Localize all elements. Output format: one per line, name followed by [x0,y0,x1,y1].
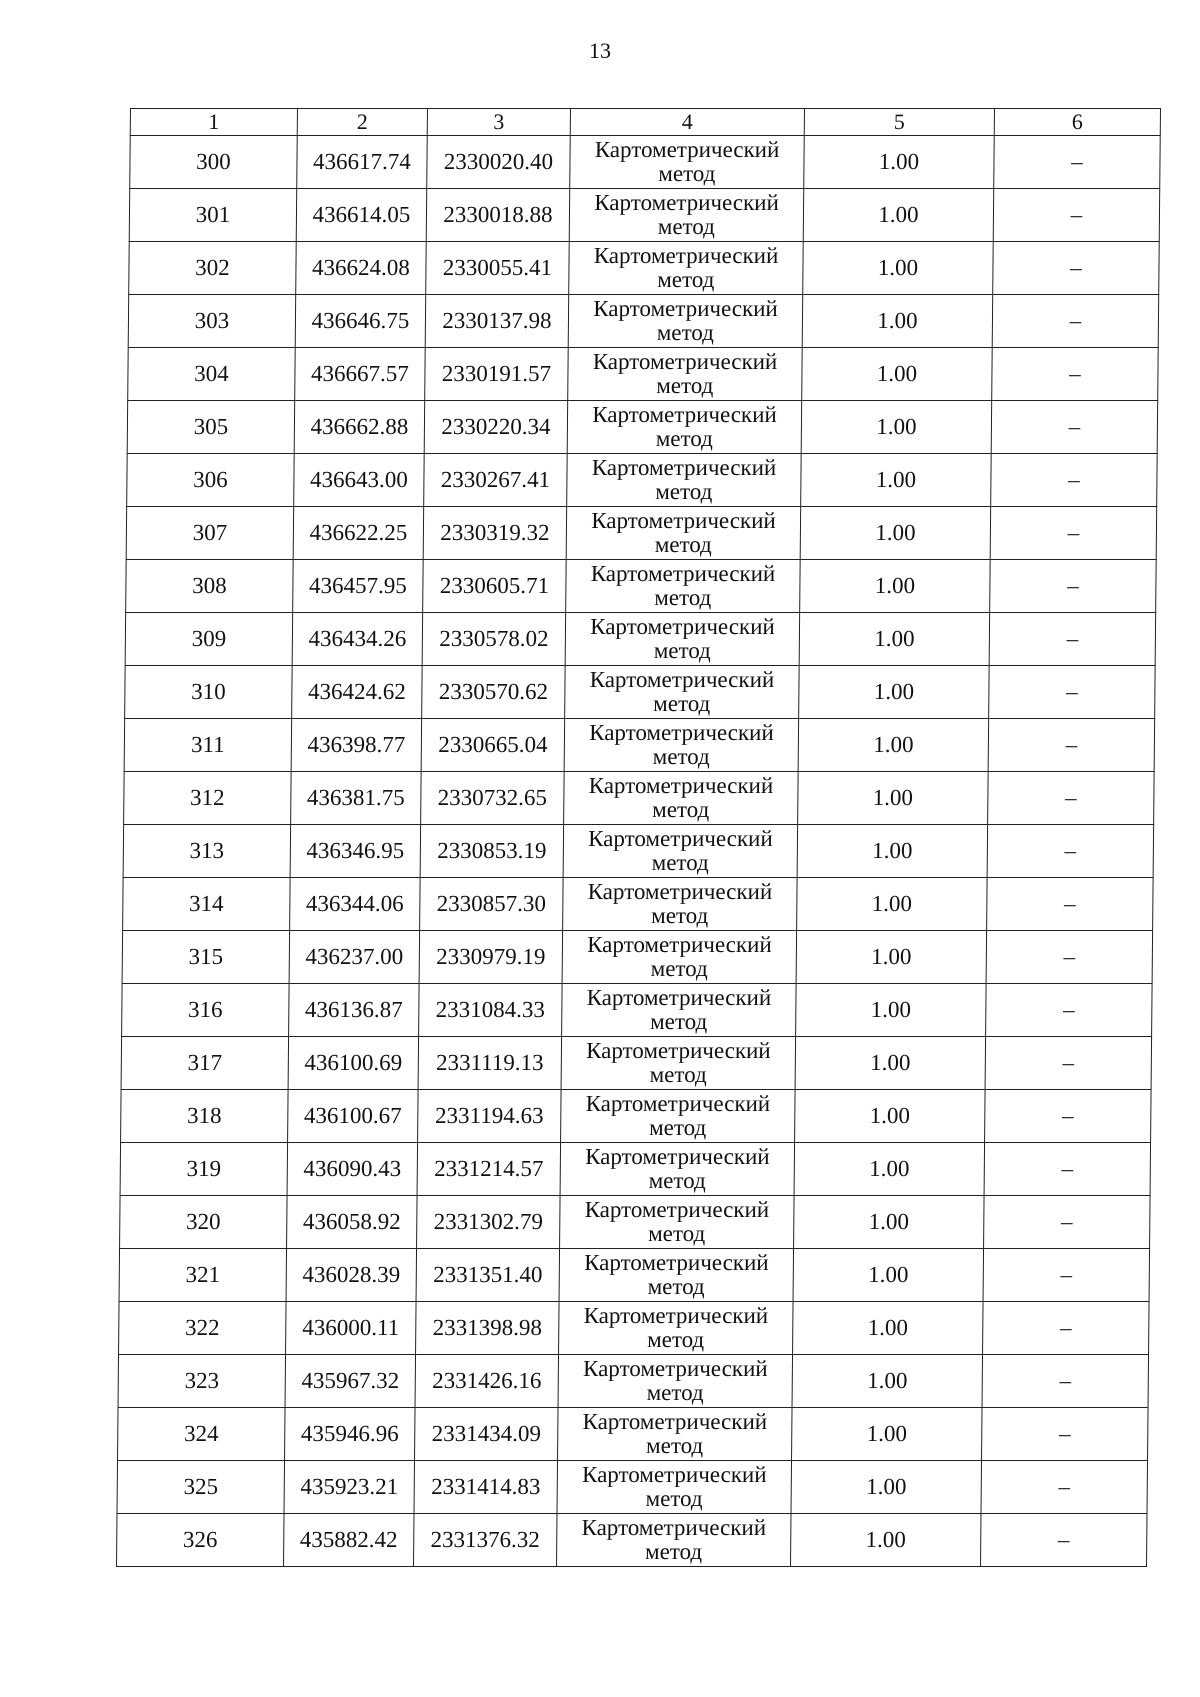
note-cell: – [985,1090,1152,1143]
table-row [120,1143,1151,1196]
table-row [116,1514,1147,1567]
table-row [127,454,1158,507]
method-cell: Картометрический метод [566,560,801,613]
table-row [123,878,1154,931]
note-cell: – [987,878,1154,931]
column-header: 6 [994,109,1160,136]
table-header-row [130,109,1160,136]
note-cell: – [990,560,1157,613]
y-coordinate-cell: 2331194.63 [418,1090,562,1143]
point-number-cell: 316 [122,984,290,1037]
note-cell: – [991,454,1158,507]
x-coordinate-cell: 435967.32 [285,1355,416,1408]
accuracy-cell: 1.00 [804,136,995,189]
note-cell: – [988,772,1155,825]
method-cell: Картометрический метод [570,136,805,189]
column-header: 2 [297,109,427,136]
table-row [123,825,1154,878]
accuracy-cell: 1.00 [803,242,994,295]
point-number-cell: 326 [116,1514,284,1567]
accuracy-cell: 1.00 [797,878,988,931]
x-coordinate-cell: 436617.74 [297,136,428,189]
point-number-cell: 324 [118,1408,286,1461]
point-number-cell: 300 [130,136,298,189]
table-row [126,560,1157,613]
method-cell: Картометрический метод [556,1514,791,1567]
table-row [119,1249,1150,1302]
x-coordinate-cell: 436000.11 [286,1302,417,1355]
point-number-cell: 321 [119,1249,287,1302]
method-cell: Картометрический метод [559,1249,794,1302]
note-cell: – [982,1355,1149,1408]
method-cell: Картометрический метод [564,719,799,772]
x-coordinate-cell: 436622.25 [293,507,424,560]
method-cell: Картометрический метод [565,613,800,666]
accuracy-cell: 1.00 [801,454,992,507]
accuracy-cell: 1.00 [801,401,992,454]
table-row [117,1461,1148,1514]
x-coordinate-cell: 436136.87 [289,984,420,1037]
y-coordinate-cell: 2331434.09 [415,1408,559,1461]
table-row [129,189,1160,242]
note-cell: – [993,242,1160,295]
table-row [130,136,1161,189]
method-cell: Картометрический метод [559,1302,794,1355]
y-coordinate-cell: 2331302.79 [417,1196,561,1249]
note-cell: – [981,1461,1148,1514]
x-coordinate-cell: 436662.88 [294,401,425,454]
y-coordinate-cell: 2331119.13 [418,1037,562,1090]
method-cell: Картометрический метод [560,1196,795,1249]
point-number-cell: 304 [128,348,296,401]
x-coordinate-cell: 436646.75 [295,295,426,348]
x-coordinate-cell: 436100.67 [288,1090,419,1143]
point-number-cell: 318 [121,1090,289,1143]
table-row [127,401,1158,454]
point-number-cell: 319 [120,1143,288,1196]
point-number-cell: 312 [124,772,292,825]
accuracy-cell: 1.00 [793,1249,984,1302]
method-cell: Картометрический метод [567,401,802,454]
accuracy-cell: 1.00 [795,1090,986,1143]
method-cell: Картометрический метод [561,1090,796,1143]
method-cell: Картометрический метод [569,189,804,242]
point-number-cell: 307 [126,507,294,560]
accuracy-cell: 1.00 [793,1302,984,1355]
x-coordinate-cell: 436398.77 [291,719,422,772]
table-row [125,666,1156,719]
point-number-cell: 306 [127,454,295,507]
table-row [126,507,1157,560]
method-cell: Картометрический метод [557,1461,792,1514]
table-row [124,719,1155,772]
point-number-cell: 302 [129,242,297,295]
method-cell: Картометрический метод [558,1355,793,1408]
y-coordinate-cell: 2330665.04 [421,719,565,772]
accuracy-cell: 1.00 [802,295,993,348]
method-cell: Картометрический метод [569,242,804,295]
y-coordinate-cell: 2331351.40 [416,1249,560,1302]
y-coordinate-cell: 2330191.57 [425,348,569,401]
y-coordinate-cell: 2331426.16 [415,1355,559,1408]
column-header: 3 [427,109,570,136]
method-cell: Картометрический метод [564,772,799,825]
table-row [129,242,1160,295]
note-cell: – [983,1249,1150,1302]
note-cell: – [983,1302,1150,1355]
column-header: 5 [804,109,994,136]
page-number: 13 [589,38,611,63]
y-coordinate-cell: 2331084.33 [419,984,563,1037]
accuracy-cell: 1.00 [791,1461,982,1514]
column-header: 1 [130,109,297,136]
accuracy-cell: 1.00 [796,931,987,984]
x-coordinate-cell: 436434.26 [292,613,423,666]
note-cell: – [994,136,1161,189]
x-coordinate-cell: 436344.06 [290,878,421,931]
x-coordinate-cell: 436643.00 [294,454,425,507]
x-coordinate-cell: 435882.42 [283,1514,414,1567]
point-number-cell: 315 [122,931,290,984]
method-cell: Картометрический метод [562,984,797,1037]
table-row [125,613,1156,666]
method-cell: Картометрический метод [563,825,798,878]
accuracy-cell: 1.00 [792,1408,983,1461]
table-row [128,348,1159,401]
accuracy-cell: 1.00 [792,1355,983,1408]
x-coordinate-cell: 436424.62 [292,666,423,719]
x-coordinate-cell: 436614.05 [296,189,427,242]
y-coordinate-cell: 2330267.41 [424,454,568,507]
note-cell: – [993,189,1160,242]
x-coordinate-cell: 436058.92 [287,1196,418,1249]
x-coordinate-cell: 436624.08 [296,242,427,295]
method-cell: Картометрический метод [568,348,803,401]
note-cell: – [992,348,1159,401]
x-coordinate-cell: 435923.21 [284,1461,415,1514]
accuracy-cell: 1.00 [795,1037,986,1090]
y-coordinate-cell: 2330979.19 [419,931,563,984]
method-cell: Картометрический метод [563,878,798,931]
note-cell: – [984,1143,1151,1196]
table-row [118,1408,1149,1461]
method-cell: Картометрический метод [561,1037,796,1090]
point-number-cell: 311 [124,719,292,772]
point-number-cell: 303 [128,295,296,348]
table-body [116,136,1160,1567]
x-coordinate-cell: 436237.00 [289,931,420,984]
y-coordinate-cell: 2331214.57 [417,1143,561,1196]
x-coordinate-cell: 436028.39 [286,1249,417,1302]
accuracy-cell: 1.00 [798,772,989,825]
method-cell: Картометрический метод [566,507,801,560]
method-cell: Картометрический метод [558,1408,793,1461]
point-number-cell: 322 [119,1302,287,1355]
accuracy-cell: 1.00 [802,348,993,401]
coordinates-table [116,108,1161,1567]
table-row [121,1090,1152,1143]
y-coordinate-cell: 2331414.83 [414,1461,558,1514]
accuracy-cell: 1.00 [794,1196,985,1249]
accuracy-cell: 1.00 [803,189,994,242]
point-number-cell: 313 [123,825,291,878]
accuracy-cell: 1.00 [797,825,988,878]
accuracy-cell: 1.00 [799,613,990,666]
y-coordinate-cell: 2331398.98 [416,1302,560,1355]
note-cell: – [988,719,1155,772]
method-cell: Картометрический метод [562,931,797,984]
x-coordinate-cell: 436100.69 [288,1037,419,1090]
table-row [128,295,1159,348]
x-coordinate-cell: 436090.43 [287,1143,418,1196]
y-coordinate-cell: 2330137.98 [425,295,569,348]
method-cell: Картометрический метод [567,454,802,507]
y-coordinate-cell: 2330853.19 [420,825,564,878]
note-cell: – [987,825,1154,878]
note-cell: – [986,931,1153,984]
column-header: 4 [570,109,804,136]
y-coordinate-cell: 2330319.32 [423,507,567,560]
point-number-cell: 323 [118,1355,286,1408]
accuracy-cell: 1.00 [794,1143,985,1196]
note-cell: – [991,401,1158,454]
point-number-cell: 305 [127,401,295,454]
y-coordinate-cell: 2330605.71 [423,560,567,613]
point-number-cell: 309 [125,613,293,666]
y-coordinate-cell: 2330055.41 [426,242,570,295]
y-coordinate-cell: 2330220.34 [424,401,568,454]
y-coordinate-cell: 2330732.65 [421,772,565,825]
table-row [122,931,1153,984]
accuracy-cell: 1.00 [796,984,987,1037]
method-cell: Картометрический метод [560,1143,795,1196]
table-row [124,772,1155,825]
y-coordinate-cell: 2330020.40 [427,136,571,189]
accuracy-cell: 1.00 [799,666,990,719]
table-row [121,1037,1152,1090]
point-number-cell: 308 [126,560,294,613]
x-coordinate-cell: 436457.95 [293,560,424,613]
accuracy-cell: 1.00 [790,1514,981,1567]
point-number-cell: 314 [123,878,291,931]
note-cell: – [986,984,1153,1037]
y-coordinate-cell: 2330570.62 [422,666,566,719]
x-coordinate-cell: 436346.95 [290,825,421,878]
point-number-cell: 317 [121,1037,289,1090]
method-cell: Картометрический метод [568,295,803,348]
y-coordinate-cell: 2330578.02 [422,613,566,666]
point-number-cell: 325 [117,1461,285,1514]
point-number-cell: 320 [120,1196,288,1249]
x-coordinate-cell: 435946.96 [285,1408,416,1461]
note-cell: – [992,295,1159,348]
y-coordinate-cell: 2331376.32 [413,1514,557,1567]
note-cell: – [989,613,1156,666]
note-cell: – [980,1514,1147,1567]
method-cell: Картометрический метод [565,666,800,719]
note-cell: – [984,1196,1151,1249]
table-row [122,984,1153,1037]
note-cell: – [989,666,1156,719]
x-coordinate-cell: 436667.57 [295,348,426,401]
accuracy-cell: 1.00 [800,560,991,613]
table-row [120,1196,1151,1249]
x-coordinate-cell: 436381.75 [291,772,422,825]
note-cell: – [982,1408,1149,1461]
point-number-cell: 310 [125,666,293,719]
point-number-cell: 301 [129,189,297,242]
accuracy-cell: 1.00 [798,719,989,772]
note-cell: – [990,507,1157,560]
y-coordinate-cell: 2330018.88 [426,189,570,242]
accuracy-cell: 1.00 [800,507,991,560]
note-cell: – [985,1037,1152,1090]
table-row [119,1302,1150,1355]
table-row [118,1355,1149,1408]
y-coordinate-cell: 2330857.30 [420,878,564,931]
